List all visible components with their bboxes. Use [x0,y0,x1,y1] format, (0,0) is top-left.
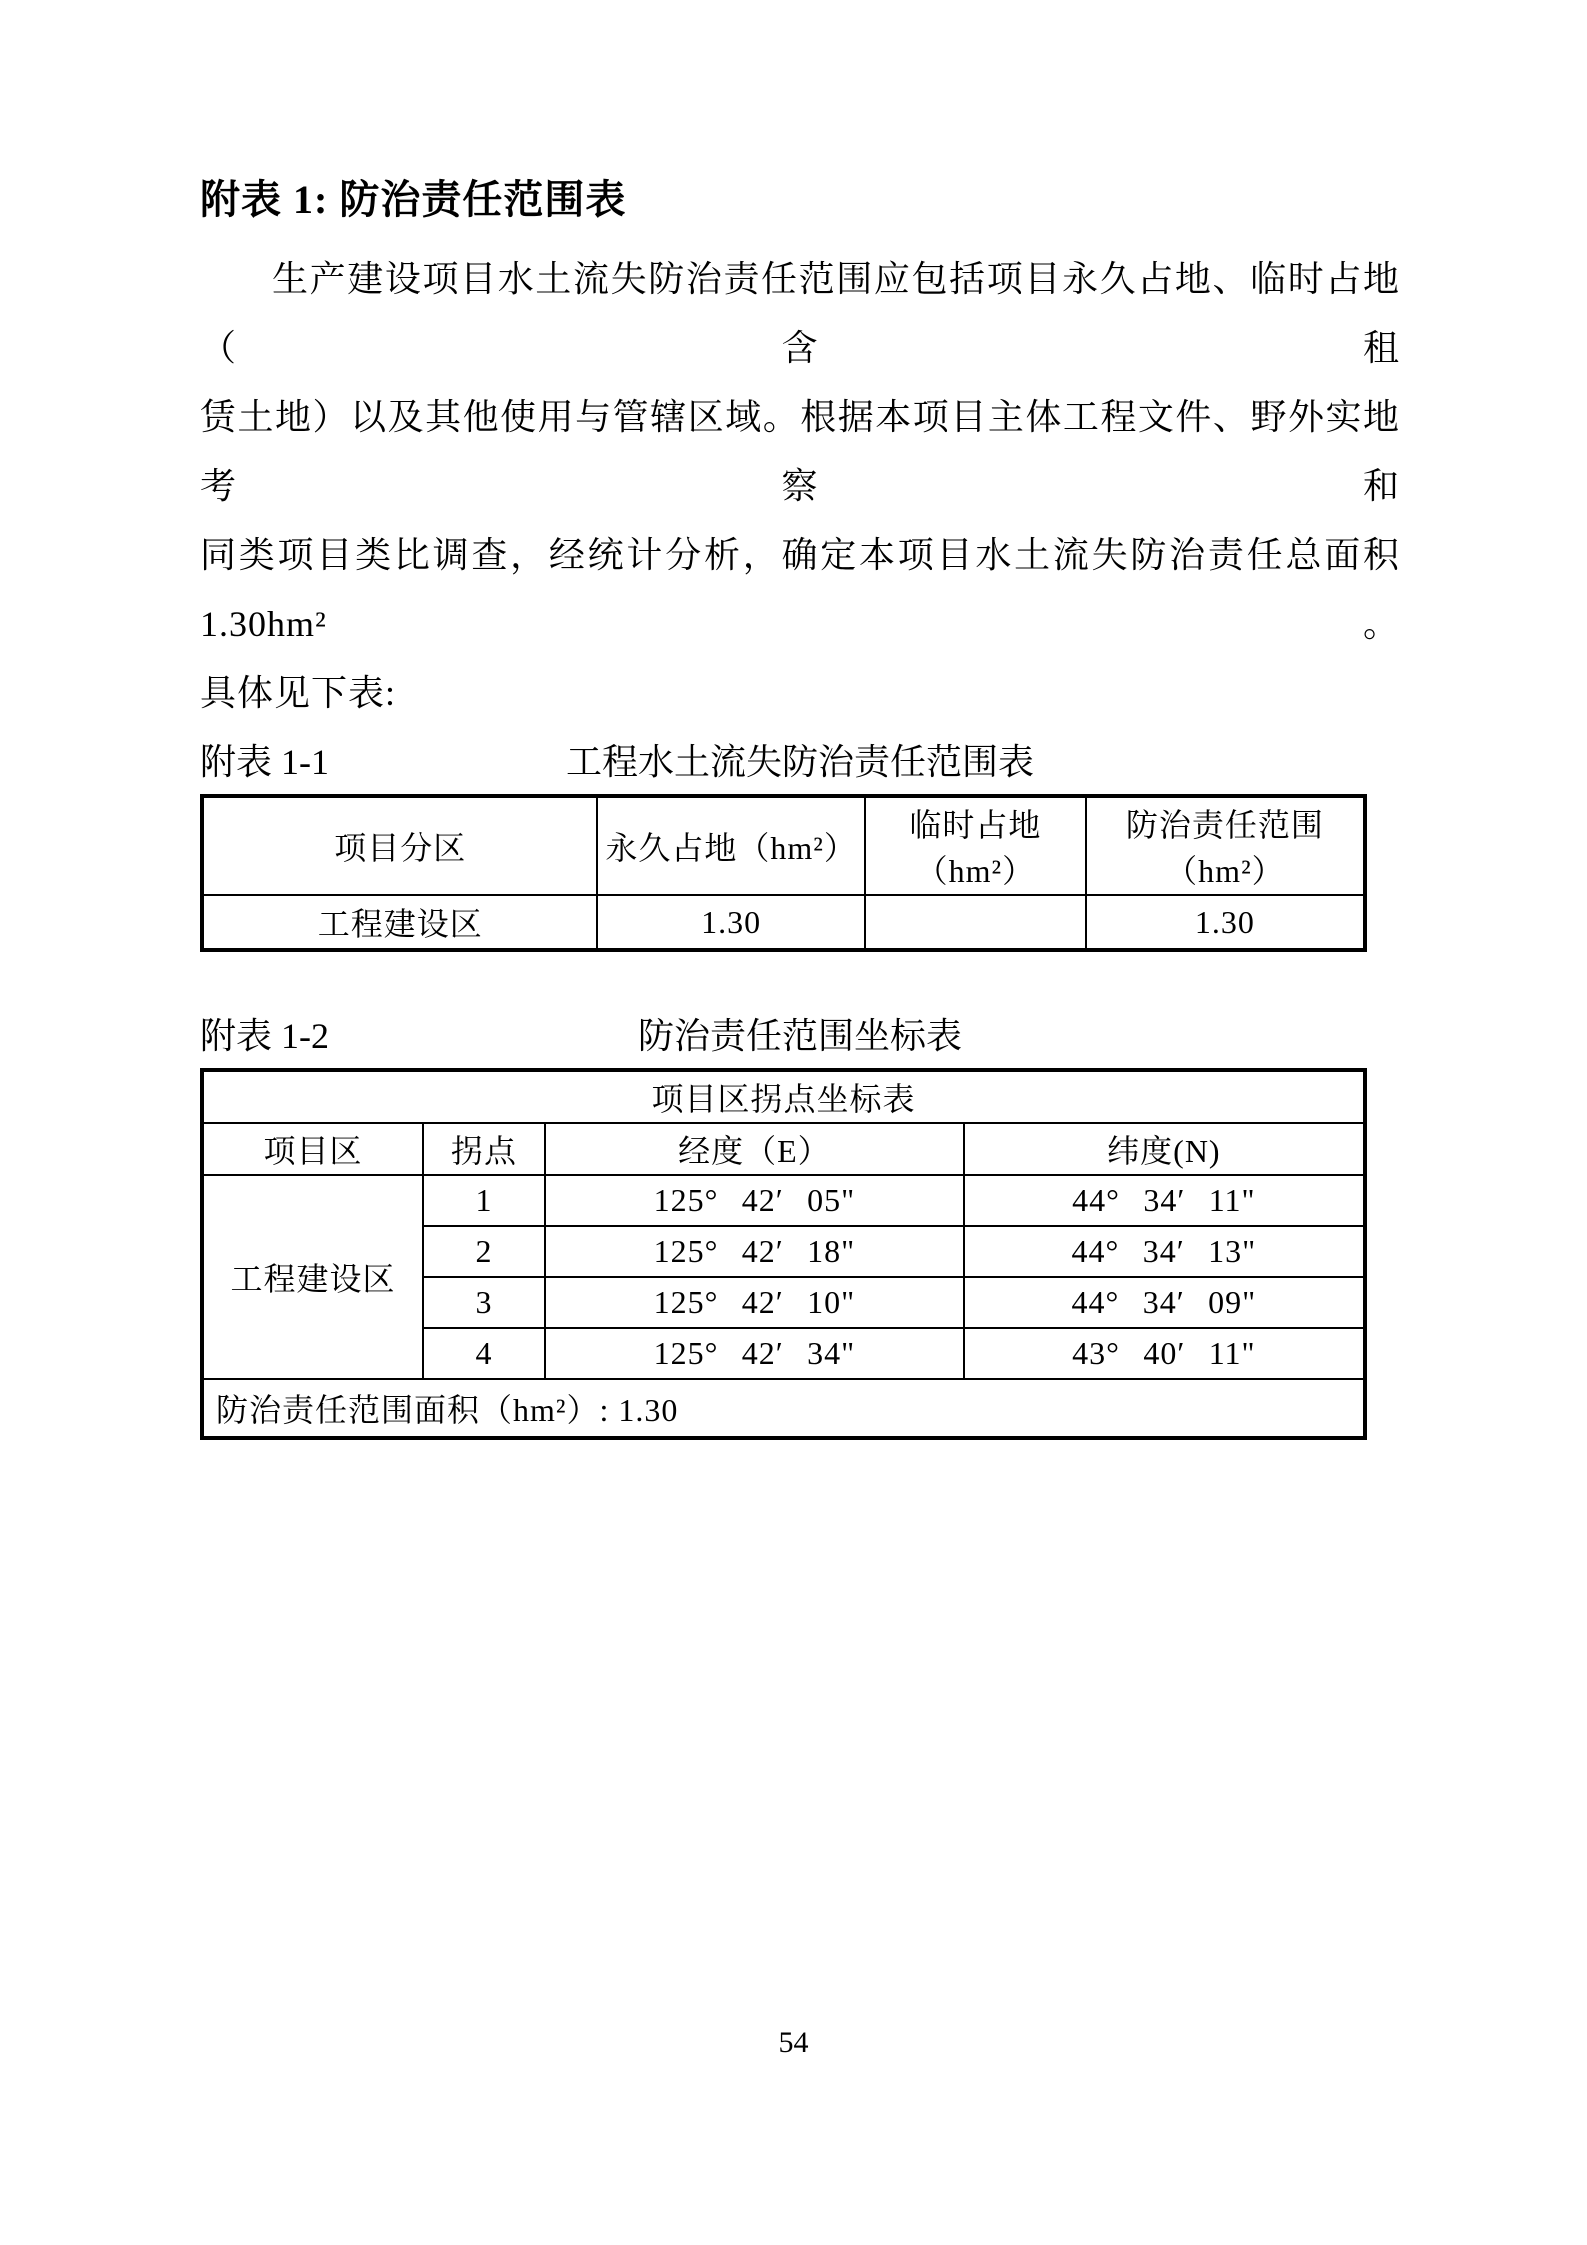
table2-label: 附表 1-2 [200,1016,329,1056]
cell-point-1: 1 [423,1175,545,1226]
table1-caption-row [200,738,1400,786]
table2-data-row [202,1175,1365,1226]
cell-latitude-2: 44° 34′ 13" [964,1226,1365,1277]
cell-point-3: 3 [423,1277,545,1328]
header-cell-point: 拐点 [423,1123,545,1175]
header-cell-permanent-land: 永久占地（hm²） [597,796,864,895]
cell-scope-value: 1.30 [1086,895,1365,950]
cell-table2-banner: 项目区拐点坐标表 [202,1070,1365,1123]
cell-zone-name: 工程建设区 [202,895,597,950]
header-cell-zone: 项目区 [202,1123,423,1175]
cell-latitude-1: 44° 34′ 11" [964,1175,1365,1226]
table2-footer-row [202,1379,1365,1438]
page-title: 附表 1: 防治责任范围表 [200,177,627,222]
table2-title-row [202,1070,1365,1123]
cell-total-area: 防治责任范围面积（hm²）: 1.30 [202,1379,1365,1438]
cell-longitude-1: 125° 42′ 05" [545,1175,964,1226]
table1-header-row [202,796,1365,895]
cell-latitude-4: 43° 40′ 11" [964,1328,1365,1379]
cell-point-2: 2 [423,1226,545,1277]
cell-permanent-value: 1.30 [597,895,864,950]
paragraph-line: 生产建设项目水土流失防治责任范围应包括项目永久占地、临时占地（含租 [200,259,1400,368]
cell-longitude-2: 125° 42′ 18" [545,1226,964,1277]
header-cell-longitude: 经度（E） [545,1123,964,1175]
body-paragraph [200,245,1400,728]
header-cell-project-zone: 项目分区 [202,796,597,895]
table-coordinates [200,1068,1367,1440]
cell-longitude-4: 125° 42′ 34" [545,1328,964,1379]
table2-caption-row [200,1012,1400,1060]
cell-latitude-3: 44° 34′ 09" [964,1277,1365,1328]
header-cell-scope: 防治责任范围（hm²） [1086,796,1365,895]
cell-point-4: 4 [423,1328,545,1379]
table2-title: 防治责任范围坐标表 [637,1016,962,1056]
paragraph-line: 同类项目类比调查，经统计分析，确定本项目水土流失防治责任总面积 1.30hm²。 [200,535,1400,644]
cell-zone-merged: 工程建设区 [202,1175,423,1379]
paragraph-line: 具体见下表: [200,673,397,713]
page-number: 54 [778,2026,809,2059]
table1-title: 工程水土流失防治责任范围表 [565,742,1034,782]
table-responsibility-scope [200,794,1367,952]
header-cell-temporary-land: 临时占地（hm²） [865,796,1086,895]
table2-header-row [202,1123,1365,1175]
table1-data-row [202,895,1365,950]
cell-temporary-value [865,895,1086,950]
cell-longitude-3: 125° 42′ 10" [545,1277,964,1328]
paragraph-line: 赁土地）以及其他使用与管辖区域。根据本项目主体工程文件、野外实地考察和 [200,397,1400,506]
table1-label: 附表 1-1 [200,742,329,782]
header-cell-latitude: 纬度(N) [964,1123,1365,1175]
